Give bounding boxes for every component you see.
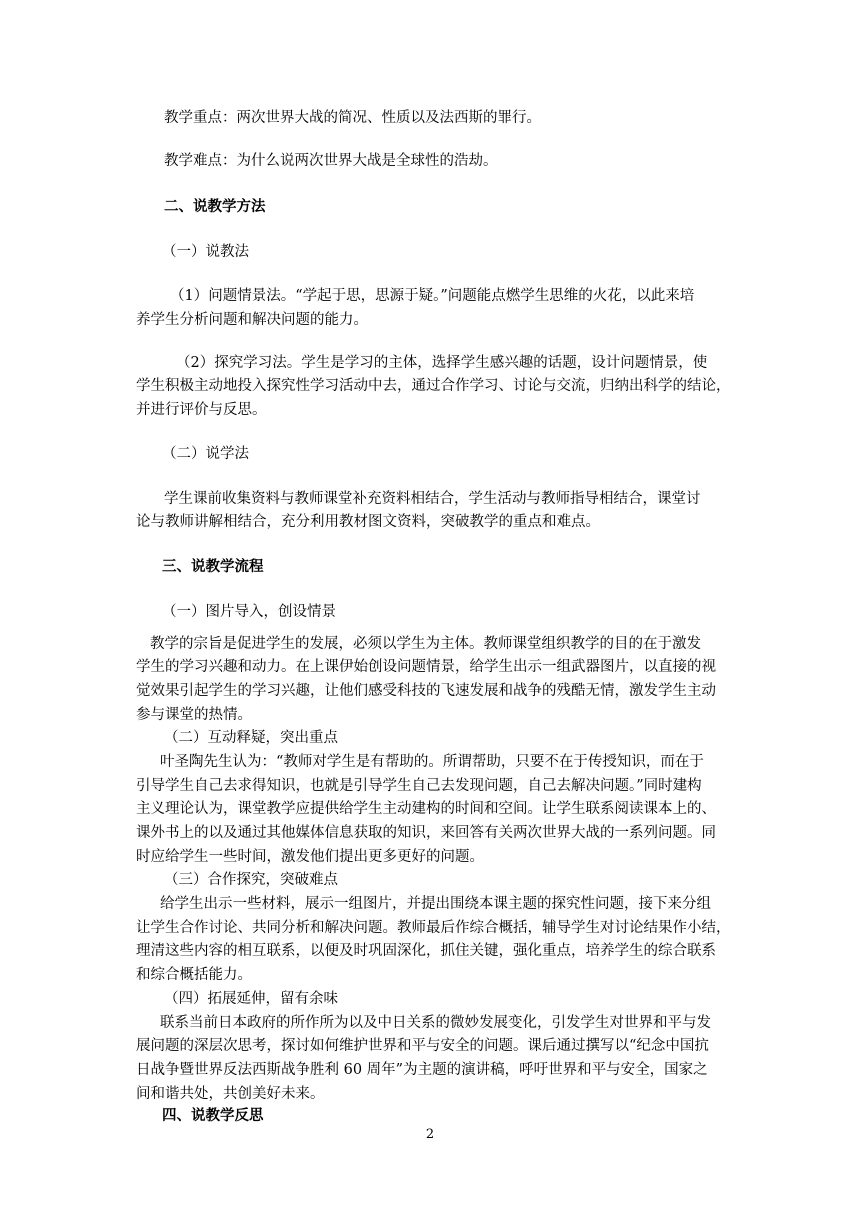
text-line: 展问题的深层次思考，探讨如何维护世界和平与安全的问题。课后通过撰写以“纪念中国抗 [136, 1038, 709, 1054]
text-line: 课外书上的以及通过其他媒体信息获取的知识，来回答有关两次世界大战的一系列问题。同 [136, 825, 716, 841]
text-line: 教学难点：为什么说两次世界大战是全球性的浩劫。 [164, 153, 498, 169]
text-line: （2）探究学习法。学生是学习的主体，选择学生感兴趣的话题，设计问题情景，使 [176, 355, 708, 371]
text-line: 时应给学生一些时间，激发他们提出更多更好的问题。 [136, 849, 484, 865]
text-line: 让学生合作讨论、共同分析和解决问题。教师最后作综合概括，辅导学生对讨论结果作小结， [136, 920, 731, 936]
text-line: 学生课前收集资料与教师课堂补充资料相结合，学生活动与教师指导相结合，课堂讨 [164, 491, 701, 507]
text-line: 间和谐共处，共创美好未来。 [136, 1086, 325, 1102]
text-line: 理清这些内容的相互联系，以便及时巩固深化，抓住关键，强化重点，培养学生的综合联系 [136, 943, 716, 959]
text-line: 和综合概括能力。 [136, 967, 252, 983]
subsection-heading: （三）合作探究，突破难点 [164, 872, 338, 888]
subsection-heading: （一）说教法 [162, 244, 249, 260]
text-line: 养学生分析问题和解决问题的能力。 [136, 312, 368, 328]
subsection-heading: （二）说学法 [162, 446, 249, 462]
text-line: 联系当前日本政府的所作所为以及中日关系的微妙发展变化，引发学生对世界和平与发 [160, 1015, 711, 1031]
text-line: 并进行评价与反思。 [136, 402, 267, 418]
section-heading: 三、说教学流程 [162, 558, 264, 575]
text-line: 引导学生自己去求得知识，也就是引导学生自己去发现问题，自己去解决问题。”同时建构 [136, 778, 702, 794]
text-line: 学生积极主动地投入探究性学习活动中去，通过合作学习、讨论与交流，归纳出科学的结论， [136, 378, 731, 394]
subsection-heading: （一）图片导入，创设情景 [162, 604, 336, 620]
text-line: 给学生出示一些材料，展示一组图片，并提出围绕本课主题的探究性问题，接下来分组 [160, 896, 711, 912]
section-heading: 四、说教学反思 [162, 1107, 264, 1124]
subsection-heading: （四）拓展延伸，留有余味 [164, 991, 338, 1007]
text-line: 日战争暨世界反法西斯战争胜利 60 周年”为主题的演讲稿，呼吁世界和平与安全，国家之 [136, 1062, 708, 1078]
text-line: 觉效果引起学生的学习兴趣，让他们感受科技的飞速发展和战争的残酷无情，激发学生主动 [136, 683, 716, 699]
page-number: 2 [425, 1127, 435, 1142]
text-line: 论与教师讲解相结合，充分利用教材图文资料，突破教学的重点和难点。 [136, 514, 600, 530]
text-line: 教学的宗旨是促进学生的发展，必须以学生为主体。教师课堂组织教学的目的在于激发 [150, 636, 701, 652]
text-line: 主义理论认为，课堂教学应提供给学生主动建构的时间和空间。让学生联系阅读课本上的、 [136, 801, 716, 817]
text-line: 教学重点：两次世界大战的简况、性质以及法西斯的罪行。 [164, 110, 541, 126]
text-line: 叶圣陶先生认为：“教师对学生是有帮助的。所谓帮助，只要不在于传授知识，而在于 [160, 754, 704, 770]
text-line: 学生的学习兴趣和动力。在上课伊始创设问题情景，给学生出示一组武器图片，以直接的视 [136, 659, 716, 675]
subsection-heading: （二）互动释疑，突出重点 [164, 730, 338, 746]
text-line: 参与课堂的热情。 [136, 707, 252, 723]
section-heading: 二、说教学方法 [164, 198, 266, 215]
text-line: （1）问题情景法。“学起于思，思源于疑。”问题能点燃学生思维的火花，以此来培 [170, 288, 695, 304]
